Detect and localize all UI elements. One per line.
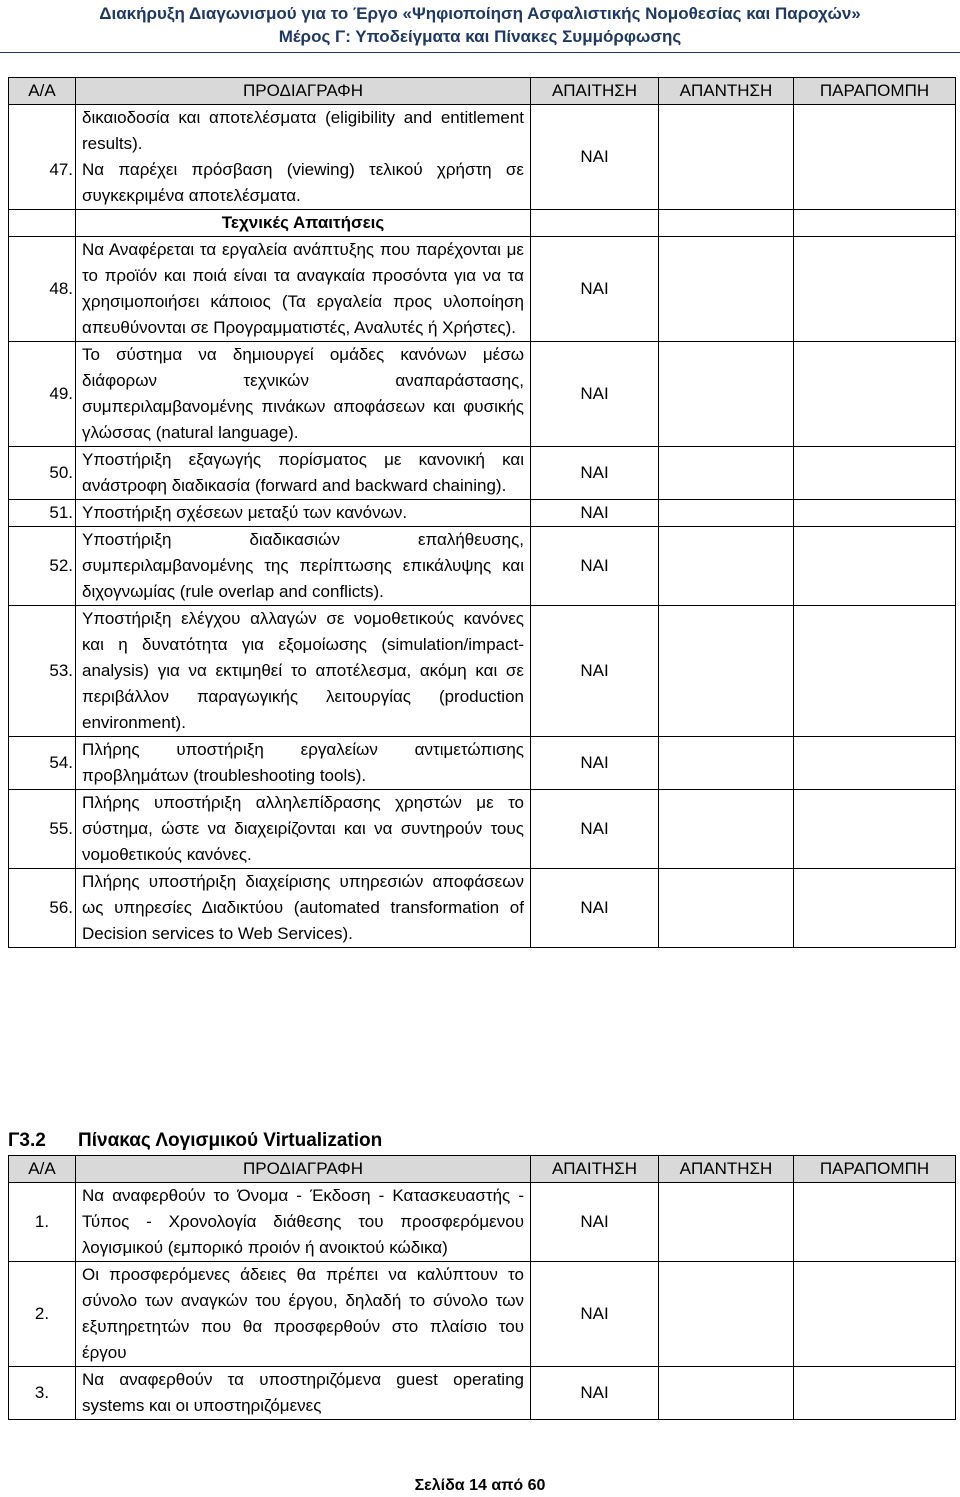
row-requirement: ΝΑΙ: [531, 237, 659, 342]
section-heading: [8, 1127, 382, 1155]
row-answer[interactable]: [659, 869, 794, 948]
row-number: 55.: [9, 790, 76, 869]
row-number: 53.: [9, 606, 76, 737]
row-requirement: ΝΑΙ: [531, 1183, 659, 1262]
row-requirement: ΝΑΙ: [531, 105, 659, 210]
header-ref: ΠΑΡΑΠΟΜΠΗ: [794, 78, 956, 105]
row-reference[interactable]: [794, 527, 956, 606]
row-spec: Οι προσφερόμενες άδειες θα πρέπει να καλύπτουν το σύνολο των αναγκών του έργου, δηλαδή το σύνολο των εξυπηρετητών που θα προσφερθούν στο πλαίσιο του έργου: [76, 1262, 531, 1367]
row-number: 54.: [9, 737, 76, 790]
table-row: [9, 342, 956, 447]
section-row: [9, 210, 956, 237]
header-title: Διακήρυξη Διαγωνισμού για το Έργο «Ψηφιοποίηση Ασφαλιστικής Νομοθεσίας και Παροχών»: [99, 4, 861, 23]
row-spec: Πλήρης υποστήριξη διαχείρισης υπηρεσιών αποφάσεων ως υπηρεσίες Διαδικτύου (automated transformation of Decision services to Web Services).: [76, 869, 531, 948]
row-requirement: ΝΑΙ: [531, 790, 659, 869]
row-reference[interactable]: [794, 737, 956, 790]
section-row-title: Τεχνικές Απαιτήσεις: [76, 210, 531, 237]
table-row: [9, 606, 956, 737]
row-spec: Να αναφερθούν το Όνομα - Έκδοση - Κατασκευαστής - Τύπος - Χρονολογία διάθεσης του προσφερόμενου λογισμικού (εμπορικό προιόν ή ανοικτού κώδικα): [76, 1183, 531, 1262]
table-row: [9, 1367, 956, 1420]
row-answer[interactable]: [659, 606, 794, 737]
section-title: Πίνακας Λογισμικού Virtualization: [78, 1130, 383, 1151]
table-header-row: [9, 1156, 956, 1183]
row-reference[interactable]: [794, 500, 956, 527]
row-spec: Υποστήριξη ελέγχου αλλαγών σε νομοθετικούς κανόνες και η δυνατότητα για εξομοίωσης (simulation/impact-analysis) για να εκτιμηθεί το αποτέλεσμα, ακόμη και σε περιβάλλον παραγωγικής λειτουργίας (production environment).: [76, 606, 531, 737]
table-row: [9, 869, 956, 948]
row-spec: Να παρέχει πρόσβαση (viewing) τελικού χρήστη σε συγκεκριμένα αποτελέσματα.: [76, 157, 531, 210]
row-reference[interactable]: [794, 342, 956, 447]
row-spec: Το σύστημα να δημιουργεί ομάδες κανόνων μέσω διάφορων τεχνικών αναπαράστασης, συμπεριλαμβανομένης πινάκων αποφάσεων και φυσικής γλώσσας (natural language).: [76, 342, 531, 447]
header-ans: ΑΠΑΝΤΗΣΗ: [659, 1156, 794, 1183]
table-row: [9, 790, 956, 869]
header-ans: ΑΠΑΝΤΗΣΗ: [659, 78, 794, 105]
row-number: 1.: [9, 1183, 76, 1262]
row-answer[interactable]: [659, 1262, 794, 1367]
table-row: [9, 447, 956, 500]
row-reference[interactable]: [794, 447, 956, 500]
row-reference[interactable]: [794, 606, 956, 737]
row-requirement: ΝΑΙ: [531, 1367, 659, 1420]
row-spec: Υποστήριξη εξαγωγής πορίσματος με κανονική και ανάστροφη διαδικασία (forward and backward chaining).: [76, 447, 531, 500]
row-requirement: ΝΑΙ: [531, 342, 659, 447]
header-req: ΑΠΑΙΤΗΣΗ: [531, 78, 659, 105]
row-number: 3.: [9, 1367, 76, 1420]
header-subtitle: Μέρος Γ: Υποδείγματα και Πίνακες Συμμόρφωσης: [278, 27, 682, 46]
row-requirement: ΝΑΙ: [531, 869, 659, 948]
header-divider: [0, 52, 960, 53]
table-row: [9, 1183, 956, 1262]
row-number: 2.: [9, 1262, 76, 1367]
row-spec: Να Αναφέρεται τα εργαλεία ανάπτυξης που παρέχονται με το προϊόν και ποιά είναι τα αναγκαία προσόντα για να τα χρησιμοποιήσει κάποιος (Τα εργαλεία προς υλοποίηση απευθύνονται σε Προγραμματιστές, Αναλυτές ή Χρήστες).: [76, 237, 531, 342]
row-answer[interactable]: [659, 527, 794, 606]
page-number: Σελίδα 14 από 60: [414, 1477, 546, 1494]
row-answer[interactable]: [659, 500, 794, 527]
table-row: [9, 527, 956, 606]
header-spec: ΠΡΟΔΙΑΓΡΑΦΗ: [76, 1156, 531, 1183]
row-number: 50.: [9, 447, 76, 500]
header-aa: Α/Α: [9, 78, 76, 105]
compliance-table-technical: [8, 77, 956, 948]
row-spec: Πλήρης υποστήριξη αλληλεπίδρασης χρηστών με το σύστημα, ώστε να διαχειρίζονται και να συντηρούν τους νομοθετικούς κανόνες.: [76, 790, 531, 869]
row-requirement: ΝΑΙ: [531, 1262, 659, 1367]
row-requirement: ΝΑΙ: [531, 500, 659, 527]
row-number: 52.: [9, 527, 76, 606]
row-answer[interactable]: [659, 737, 794, 790]
row-answer[interactable]: [659, 342, 794, 447]
row-number: 49.: [9, 342, 76, 447]
row-spec: Υποστήριξη διαδικασιών επαλήθευσης, συμπεριλαμβανομένης της περίπτωσης επικάλυψης και διχογνωμίας (rule overlap and conflicts).: [76, 527, 531, 606]
row-number: 48.: [9, 237, 76, 342]
row-reference[interactable]: [794, 237, 956, 342]
row-answer[interactable]: [659, 1367, 794, 1420]
row-spec: Πλήρης υποστήριξη εργαλείων αντιμετώπισης προβλημάτων (troubleshooting tools).: [76, 737, 531, 790]
row-reference[interactable]: [794, 869, 956, 948]
row-reference[interactable]: [794, 1262, 956, 1367]
table-row: [9, 105, 956, 158]
row-answer[interactable]: [659, 237, 794, 342]
row-answer[interactable]: [659, 1183, 794, 1262]
row-number: 51.: [9, 500, 76, 527]
row-spec: Υποστήριξη σχέσεων μεταξύ των κανόνων.: [76, 500, 531, 527]
row-requirement: ΝΑΙ: [531, 737, 659, 790]
row-requirement: ΝΑΙ: [531, 527, 659, 606]
table-row: [9, 1262, 956, 1367]
table-header-row: [9, 78, 956, 105]
row-requirement: ΝΑΙ: [531, 447, 659, 500]
table-row: [9, 237, 956, 342]
row-answer[interactable]: [659, 105, 794, 210]
row-requirement: ΝΑΙ: [531, 606, 659, 737]
header-req: ΑΠΑΙΤΗΣΗ: [531, 1156, 659, 1183]
row-spec-continuation: δικαιοδοσία και αποτελέσματα (eligibility and entitlement results).: [76, 105, 531, 158]
row-reference[interactable]: [794, 1367, 956, 1420]
row-answer[interactable]: [659, 790, 794, 869]
header-aa: Α/Α: [9, 1156, 76, 1183]
row-number: 47.: [9, 105, 76, 210]
row-answer[interactable]: [659, 447, 794, 500]
table-row: [9, 500, 956, 527]
compliance-table-virtualization: [8, 1155, 956, 1420]
section-code: Γ3.2: [8, 1130, 46, 1151]
row-reference[interactable]: [794, 790, 956, 869]
table-row: [9, 737, 956, 790]
row-spec: Να αναφερθούν τα υποστηριζόμενα guest operating systems και οι υποστηριζόμενες: [76, 1367, 531, 1420]
header-ref: ΠΑΡΑΠΟΜΠΗ: [794, 1156, 956, 1183]
row-reference[interactable]: [794, 105, 956, 210]
row-number: 56.: [9, 869, 76, 948]
row-reference[interactable]: [794, 1183, 956, 1262]
header-spec: ΠΡΟΔΙΑΓΡΑΦΗ: [76, 78, 531, 105]
